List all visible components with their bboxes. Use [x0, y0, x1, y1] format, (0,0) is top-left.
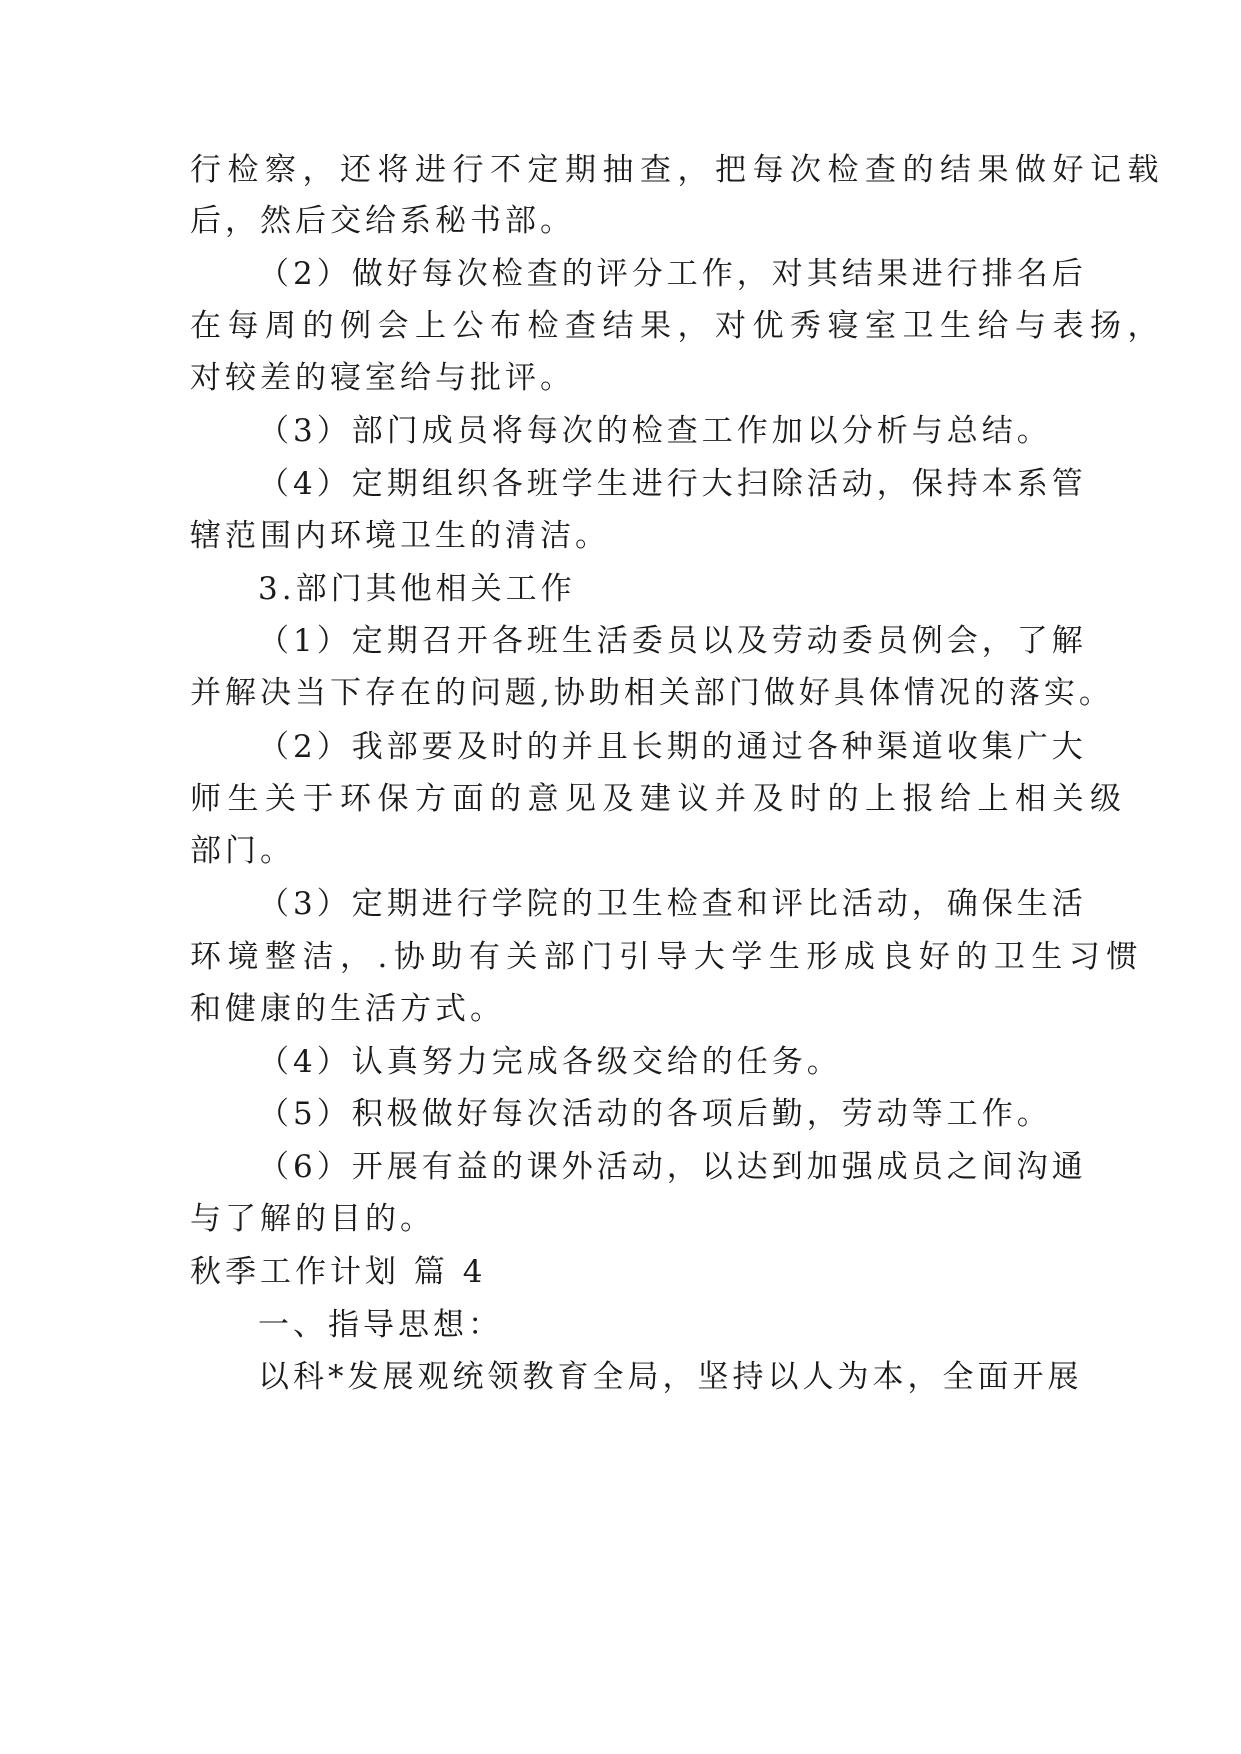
text-line: 部门。 [190, 833, 295, 869]
text-line: （1）定期召开各班生活委员以及劳动委员例会，了解 [258, 623, 1087, 659]
text-line: 环境整洁，.协助有关部门引导大学生形成良好的卫生习惯 [190, 939, 1144, 975]
text-line: （3）定期进行学院的卫生检查和评比活动，确保生活 [258, 886, 1087, 922]
text-line: 行检察，还将进行不定期抽查，把每次检查的结果做好记载 [190, 152, 1165, 188]
text-line: 以科*发展观统领教育全局，坚持以人为本，全面开展 [258, 1359, 1083, 1395]
text-line: （4）定期组织各班学生进行大扫除活动，保持本系管 [258, 466, 1087, 502]
text-line: 在每周的例会上公布检查结果，对优秀寝室卫生给与表扬， [190, 308, 1165, 344]
section-heading: 3.部门其他相关工作 [258, 571, 576, 607]
text-line: 后，然后交给系秘书部。 [190, 203, 575, 239]
text-line: 和健康的生活方式。 [190, 991, 505, 1027]
text-line: （4）认真努力完成各级交给的任务。 [258, 1044, 842, 1080]
text-line: 师生关于环保方面的意见及建议并及时的上报给上相关级 [190, 781, 1128, 817]
section-heading: 一、指导思想： [258, 1307, 503, 1343]
text-line: 对较差的寝室给与批评。 [190, 360, 575, 396]
text-line: 与了解的目的。 [190, 1201, 435, 1237]
text-line: 并解决当下存在的问题,协助相关部门做好具体情况的落实。 [190, 675, 1114, 711]
article-title: 秋季工作计划 篇 4 [190, 1254, 487, 1290]
text-line: （6）开展有益的课外活动，以达到加强成员之间沟通 [258, 1149, 1087, 1185]
text-line: （5）积极做好每次活动的各项后勤，劳动等工作。 [258, 1096, 1052, 1132]
text-line: （2）我部要及时的并且长期的通过各种渠道收集广大 [258, 729, 1087, 765]
text-line: （2）做好每次检查的评分工作，对其结果进行排名后 [258, 256, 1087, 292]
text-line: （3）部门成员将每次的检查工作加以分析与总结。 [258, 413, 1052, 449]
text-line: 辖范围内环境卫生的清洁。 [190, 518, 610, 554]
